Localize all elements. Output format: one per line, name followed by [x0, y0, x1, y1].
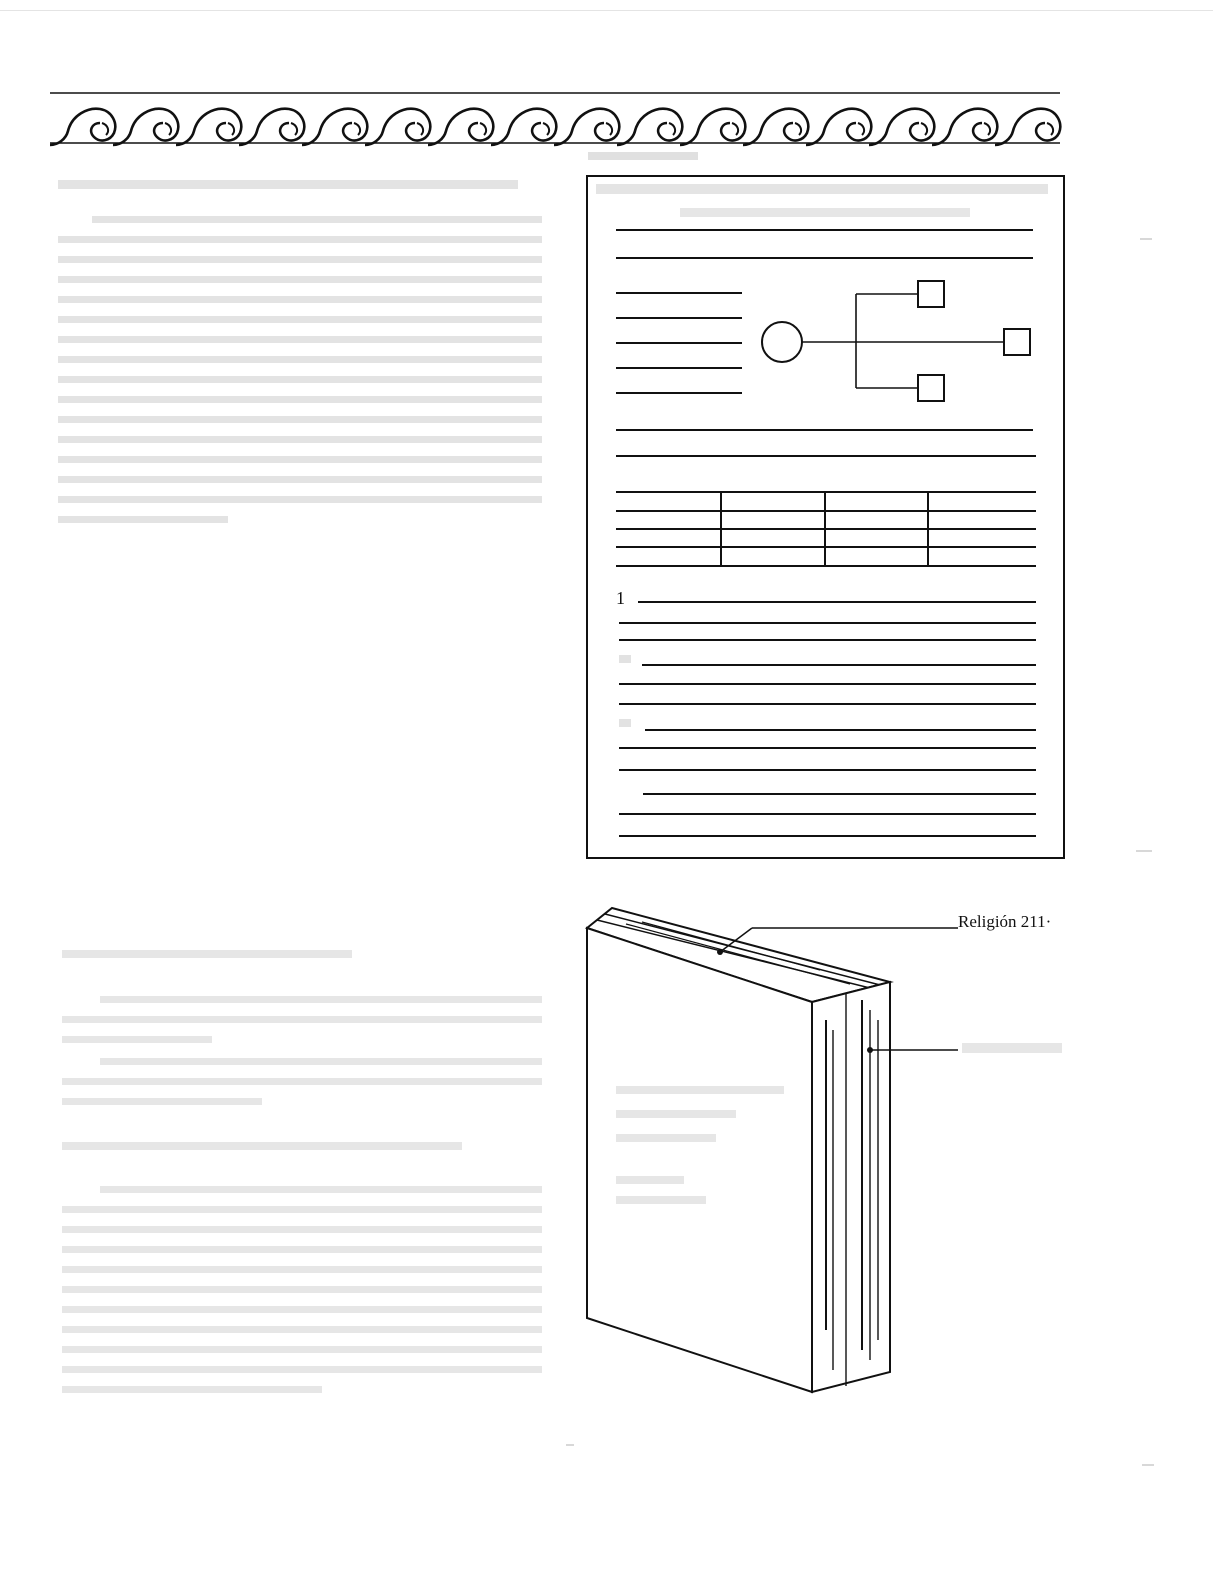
- hierarchy-diagram: [762, 281, 1030, 401]
- book-illustration: [587, 908, 1062, 1392]
- wave-border: [50, 93, 1060, 145]
- book-spine-label: Religión 211·: [958, 912, 1052, 931]
- faded-text-block-top: [58, 180, 542, 523]
- faded-text-block-bottom: [62, 950, 542, 1393]
- table-sample: [616, 492, 1036, 566]
- item-number-label: 1: [616, 588, 625, 608]
- page-sample-figure: [587, 152, 1064, 858]
